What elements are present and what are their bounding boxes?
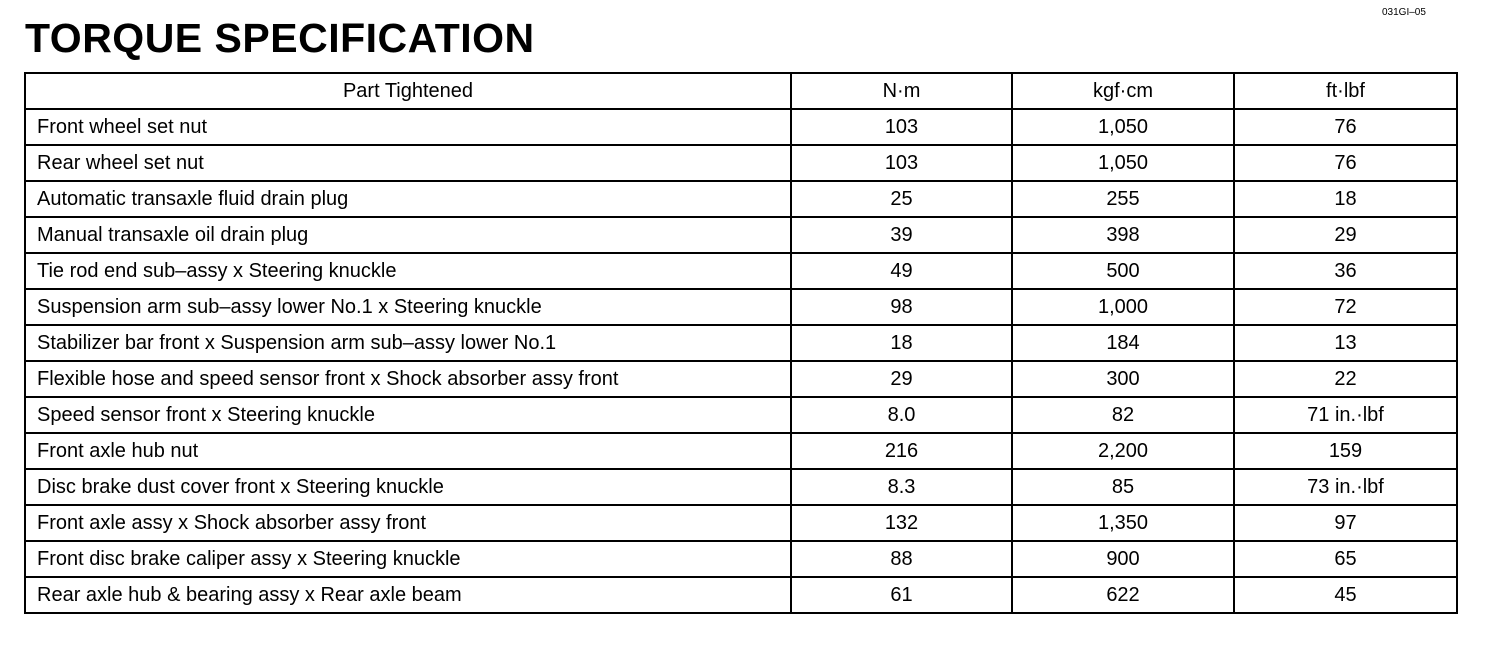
nm-cell: 49 <box>791 253 1012 289</box>
nm-cell: 216 <box>791 433 1012 469</box>
ft-lbf-cell: 76 <box>1234 109 1457 145</box>
table-row <box>25 145 1457 181</box>
nm-cell: 25 <box>791 181 1012 217</box>
table-row <box>25 577 1457 613</box>
kgf-cm-cell: 1,050 <box>1012 145 1234 181</box>
table-row <box>25 361 1457 397</box>
ft-lbf-cell: 36 <box>1234 253 1457 289</box>
table-row <box>25 109 1457 145</box>
kgf-cm-cell: 1,350 <box>1012 505 1234 541</box>
header-nm: N·m <box>791 73 1012 109</box>
part-cell: Flexible hose and speed sensor front x Shock absorber assy front <box>25 361 791 397</box>
ft-lbf-cell: 97 <box>1234 505 1457 541</box>
ft-lbf-cell: 22 <box>1234 361 1457 397</box>
ft-lbf-cell: 18 <box>1234 181 1457 217</box>
part-cell: Front disc brake caliper assy x Steering knuckle <box>25 541 791 577</box>
nm-cell: 132 <box>791 505 1012 541</box>
nm-cell: 18 <box>791 325 1012 361</box>
part-cell: Rear axle hub & bearing assy x Rear axle beam <box>25 577 791 613</box>
ft-lbf-cell: 72 <box>1234 289 1457 325</box>
nm-cell: 8.0 <box>791 397 1012 433</box>
part-cell: Manual transaxle oil drain plug <box>25 217 791 253</box>
page-title: TORQUE SPECIFICATION <box>25 15 535 61</box>
part-cell: Tie rod end sub–assy x Steering knuckle <box>25 253 791 289</box>
kgf-cm-cell: 85 <box>1012 469 1234 505</box>
table-row <box>25 325 1457 361</box>
nm-cell: 8.3 <box>791 469 1012 505</box>
part-cell: Front axle hub nut <box>25 433 791 469</box>
nm-cell: 39 <box>791 217 1012 253</box>
nm-cell: 103 <box>791 145 1012 181</box>
kgf-cm-cell: 622 <box>1012 577 1234 613</box>
table-header-row <box>25 73 1457 109</box>
table-row <box>25 289 1457 325</box>
part-cell: Rear wheel set nut <box>25 145 791 181</box>
kgf-cm-cell: 300 <box>1012 361 1234 397</box>
part-cell: Suspension arm sub–assy lower No.1 x Steering knuckle <box>25 289 791 325</box>
table-row <box>25 217 1457 253</box>
ft-lbf-cell: 45 <box>1234 577 1457 613</box>
part-cell: Front wheel set nut <box>25 109 791 145</box>
header-part-tightened: Part Tightened <box>25 73 791 109</box>
table-row <box>25 397 1457 433</box>
kgf-cm-cell: 500 <box>1012 253 1234 289</box>
header-ft-lbf: ft·lbf <box>1234 73 1457 109</box>
nm-cell: 98 <box>791 289 1012 325</box>
kgf-cm-cell: 184 <box>1012 325 1234 361</box>
kgf-cm-cell: 1,050 <box>1012 109 1234 145</box>
header-kgf-cm: kgf·cm <box>1012 73 1234 109</box>
table-row <box>25 505 1457 541</box>
document-code: 031GI–05 <box>1382 7 1426 18</box>
torque-specification-table <box>24 72 1458 614</box>
ft-lbf-cell: 73 in.·lbf <box>1234 469 1457 505</box>
part-cell: Front axle assy x Shock absorber assy front <box>25 505 791 541</box>
nm-cell: 29 <box>791 361 1012 397</box>
kgf-cm-cell: 1,000 <box>1012 289 1234 325</box>
part-cell: Stabilizer bar front x Suspension arm sub–assy lower No.1 <box>25 325 791 361</box>
table-row <box>25 253 1457 289</box>
ft-lbf-cell: 159 <box>1234 433 1457 469</box>
kgf-cm-cell: 900 <box>1012 541 1234 577</box>
part-cell: Disc brake dust cover front x Steering knuckle <box>25 469 791 505</box>
table-row <box>25 469 1457 505</box>
ft-lbf-cell: 29 <box>1234 217 1457 253</box>
ft-lbf-cell: 65 <box>1234 541 1457 577</box>
ft-lbf-cell: 76 <box>1234 145 1457 181</box>
part-cell: Automatic transaxle fluid drain plug <box>25 181 791 217</box>
table-row <box>25 181 1457 217</box>
kgf-cm-cell: 2,200 <box>1012 433 1234 469</box>
ft-lbf-cell: 13 <box>1234 325 1457 361</box>
kgf-cm-cell: 255 <box>1012 181 1234 217</box>
nm-cell: 88 <box>791 541 1012 577</box>
kgf-cm-cell: 398 <box>1012 217 1234 253</box>
table-row <box>25 433 1457 469</box>
table-row <box>25 541 1457 577</box>
nm-cell: 61 <box>791 577 1012 613</box>
kgf-cm-cell: 82 <box>1012 397 1234 433</box>
nm-cell: 103 <box>791 109 1012 145</box>
ft-lbf-cell: 71 in.·lbf <box>1234 397 1457 433</box>
part-cell: Speed sensor front x Steering knuckle <box>25 397 791 433</box>
